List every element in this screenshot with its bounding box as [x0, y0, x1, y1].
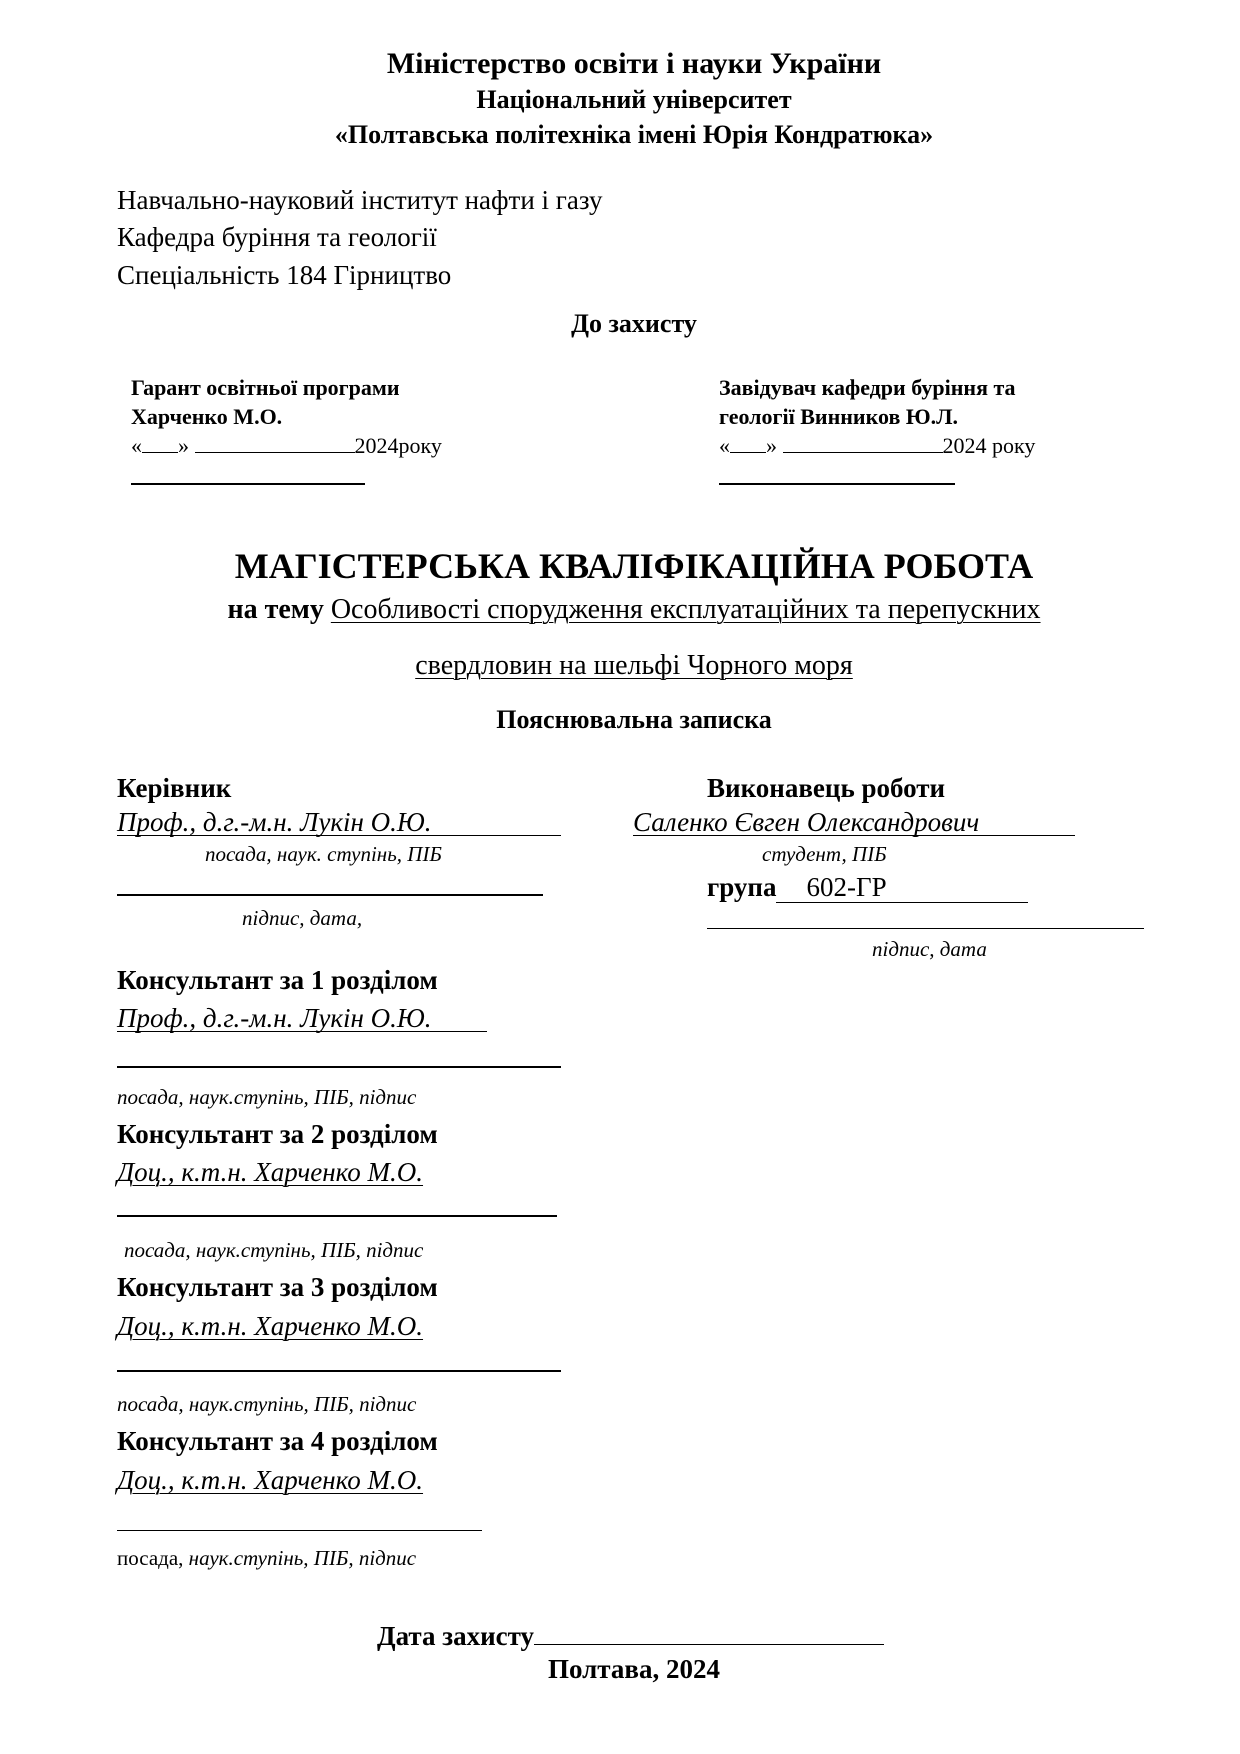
defense-date-label: Дата захисту: [377, 1621, 535, 1651]
year-label: 2024року: [354, 433, 442, 458]
supervisor-caption: посада, наук. ступінь, ПІБ: [205, 842, 442, 866]
supervisor-sign-caption: підпис, дата,: [242, 906, 363, 930]
specialty: Спеціальність 184 Гірництво: [117, 260, 452, 290]
institute-name: Навчально-науковий інститут нафти і газу: [117, 185, 603, 215]
group-field: [707, 874, 1028, 903]
consultant-2-caption: посада, наук.ступінь, ПІБ, підпис: [124, 1238, 424, 1262]
performer-label: Виконавець роботи: [707, 773, 946, 803]
approval-heading: До захисту: [571, 309, 697, 338]
guarantor-signature-line: [131, 483, 365, 485]
head-of-department-title: Завідувач кафедри буріння та: [719, 375, 1016, 400]
quote-close: »: [178, 433, 189, 458]
university-name: Національний університет: [476, 85, 792, 114]
consultant-4-label: Консультант за 4 розділом: [117, 1426, 438, 1456]
quote-open: «: [131, 433, 142, 458]
supervisor-name-underline: [117, 835, 561, 836]
head-of-department-name: геології Винников Ю.Л.: [719, 404, 958, 429]
topic-line-1: [0, 596, 1240, 624]
consultant-4-caption: [117, 1548, 416, 1569]
supervisor-name: Проф., д.г.-м.н. Лукін О.Ю.: [117, 807, 432, 837]
caption-plain: посада,: [117, 1546, 184, 1570]
defense-date-field: [377, 1623, 884, 1650]
topic-text-1: Особливості спорудження експлуатаційних та перепускних: [330, 594, 1041, 625]
consultant-1-label: Консультант за 1 розділом: [117, 965, 438, 995]
consultant-2-name: Доц., к.т.н. Харченко М.О.: [117, 1157, 424, 1187]
performer-signature-line: [707, 928, 1144, 929]
document-type: Пояснювальна записка: [496, 705, 772, 734]
consultant-3-caption: посада, наук.ступінь, ПІБ, підпис: [117, 1392, 417, 1416]
guarantor-date-field[interactable]: [131, 435, 442, 457]
topic-label: на тему: [227, 594, 324, 625]
consultant-3-label: Консультант за 3 розділом: [117, 1272, 438, 1302]
caption-italic: наук.ступінь, ПІБ, підпис: [188, 1546, 417, 1570]
consultant-1-name-underline: [117, 1031, 487, 1032]
performer-caption: студент, ПІБ: [762, 842, 887, 866]
supervisor-label: Керівник: [117, 773, 232, 803]
performer-sign-caption: підпис, дата: [872, 937, 987, 961]
quote-close: »: [766, 433, 777, 458]
quote-open: «: [719, 433, 730, 458]
consultant-4-name: Доц., к.т.н. Харченко М.О.: [117, 1465, 424, 1495]
consultant-2-label: Консультант за 2 розділом: [117, 1119, 438, 1149]
group-value: 602-ГР: [776, 874, 1028, 903]
performer-name-underline: [633, 835, 1075, 836]
consultant-1-signature-line: [117, 1066, 561, 1068]
ministry-heading: Міністерство освіти і науки України: [386, 47, 882, 80]
consultant-3-name: Доц., к.т.н. Харченко М.О.: [117, 1311, 424, 1341]
consultant-1-caption: посада, наук.ступінь, ПІБ, підпис: [117, 1085, 417, 1109]
supervisor-signature-line: [117, 894, 543, 896]
city-year: Полтава, 2024: [548, 1654, 720, 1684]
consultant-1-name: Проф., д.г.-м.н. Лукін О.Ю.: [117, 1003, 432, 1033]
topic-text-2: свердловин на шельфі Чорного моря: [415, 650, 853, 681]
consultant-4-signature-line: [117, 1530, 482, 1531]
consultant-3-signature-line: [117, 1370, 561, 1372]
program-guarantor-title: Гарант освітньої програми: [131, 375, 400, 400]
department-name: Кафедра буріння та геології: [117, 222, 437, 252]
head-signature-line: [719, 483, 955, 485]
consultant-2-signature-line: [117, 1215, 557, 1217]
university-full-name: «Полтавська політехніка імені Юрія Кондратюка»: [334, 120, 934, 149]
program-guarantor-name: Харченко М.О.: [131, 404, 283, 429]
head-date-field[interactable]: [719, 435, 1035, 457]
group-label: група: [707, 872, 777, 902]
work-type-title: МАГІСТЕРСЬКА КВАЛІФІКАЦІЙНА РОБОТА: [234, 546, 1034, 586]
year-label: 2024 року: [942, 433, 1036, 458]
performer-name: Саленко Євген Олександрович: [633, 807, 980, 837]
